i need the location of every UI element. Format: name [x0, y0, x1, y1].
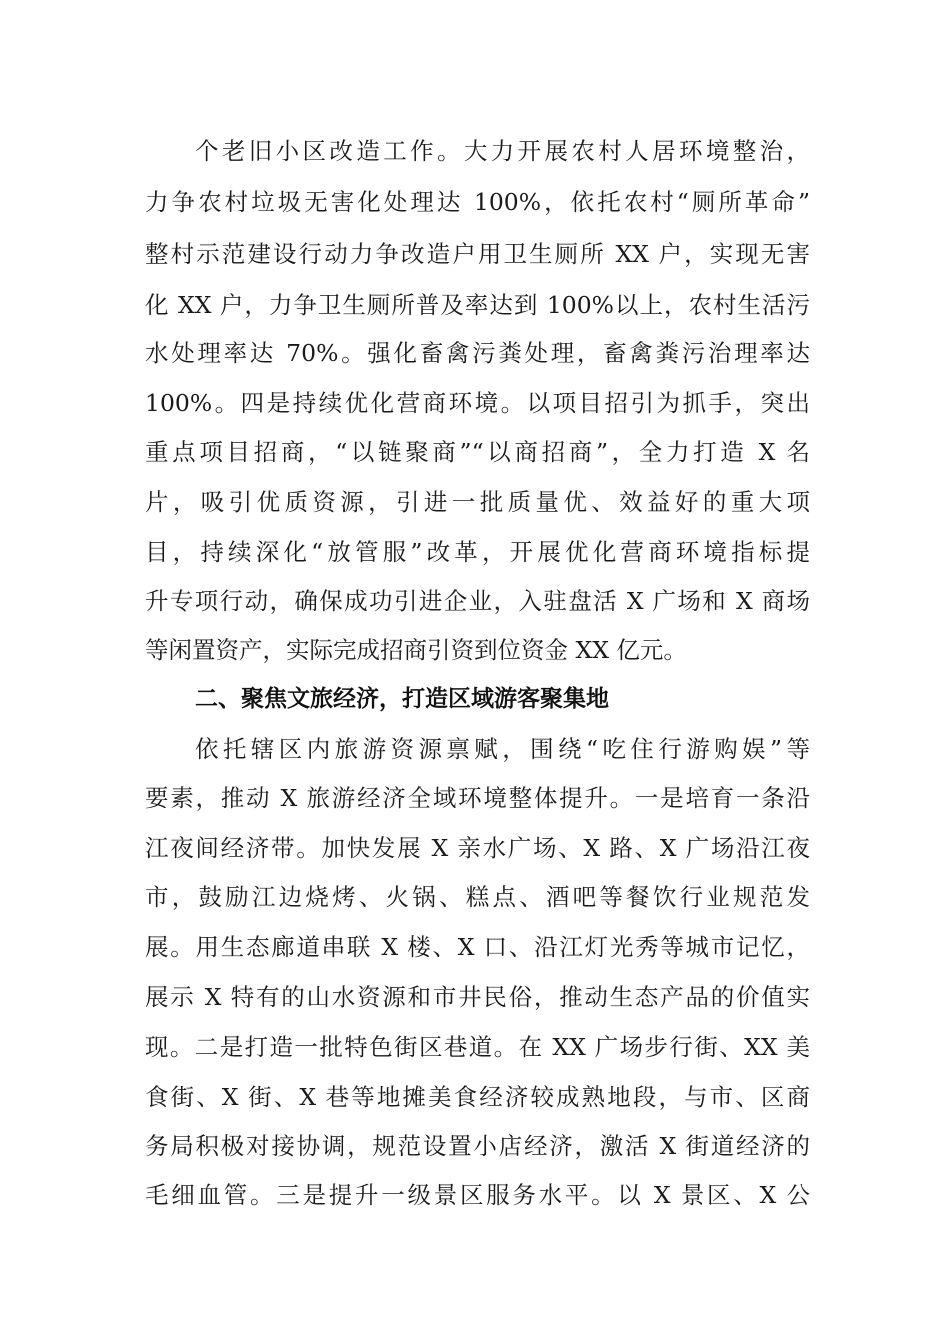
paragraph-2-line-1: 依托辖区内旅游资源禀赋，围绕“吃住行游购娱”等: [195, 735, 810, 763]
paragraph-1-line-9: 目，持续深化“放管服”改革，开展优化营商环境指标提: [145, 538, 810, 566]
paragraph-2-line-7: 现。二是打造一批特色街区巷道。在 XX 广场步行街、XX 美: [145, 1033, 810, 1061]
paragraph-2-line-10: 毛细血管。三是提升一级景区服务水平。以 X 景区、X 公: [145, 1181, 810, 1209]
paragraph-1-line-11: 等闲置资产，实际完成招商引资到位资金 XX 亿元。: [145, 636, 687, 664]
paragraph-1-line-2: 力争农村垃圾无害化处理达 100%，依托农村“厕所革命”: [145, 188, 810, 216]
paragraph-2-line-8: 食街、X 街、X 巷等地摊美食经济较成熟地段，与市、区商: [145, 1083, 810, 1111]
section-heading: 二、聚焦文旅经济，打造区域游客聚集地: [195, 686, 609, 712]
paragraph-2-line-3: 江夜间经济带。加快发展 X 亲水广场、X 路、X 广场沿江夜: [145, 834, 810, 862]
paragraph-1-line-6: 100%。四是持续优化营商环境。以项目招引为抓手，突出: [145, 389, 810, 417]
paragraph-1-line-10: 升专项行动，确保成功引进企业，入驻盘活 X 广场和 X 商场: [145, 587, 810, 615]
paragraph-1-line-8: 片，吸引优质资源，引进一批质量优、效益好的重大项: [145, 488, 810, 516]
paragraph-2-line-4: 市，鼓励江边烧烤、火锅、糕点、酒吧等餐饮行业规范发: [145, 883, 810, 911]
paragraph-1-line-7: 重点项目招商，“以链聚商”“以商招商”，全力打造 X 名: [145, 438, 810, 466]
paragraph-2-line-5: 展。用生态廊道串联 X 楼、X 口、沿江灯光秀等城市记忆，: [145, 933, 810, 961]
paragraph-1-line-1: 个老旧小区改造工作。大力开展农村人居环境整治，: [195, 137, 810, 165]
paragraph-1-line-4: 化 XX 户，力争卫生厕所普及率达到 100%以上，农村生活污: [145, 291, 810, 319]
paragraph-2-line-2: 要素，推动 X 旅游经济全域环境整体提升。一是培育一条沿: [145, 784, 810, 812]
paragraph-2-line-9: 务局积极对接协调，规范设置小店经济，激活 X 街道经济的: [145, 1132, 810, 1160]
paragraph-1-line-3: 整村示范建设行动力争改造户用卫生厕所 XX 户，实现无害: [145, 240, 810, 268]
paragraph-2-line-6: 展示 X 特有的山水资源和市井民俗，推动生态产品的价值实: [145, 983, 810, 1011]
paragraph-1-line-5: 水处理率达 70%。强化畜禽污粪处理，畜禽粪污治理率达: [145, 339, 810, 367]
